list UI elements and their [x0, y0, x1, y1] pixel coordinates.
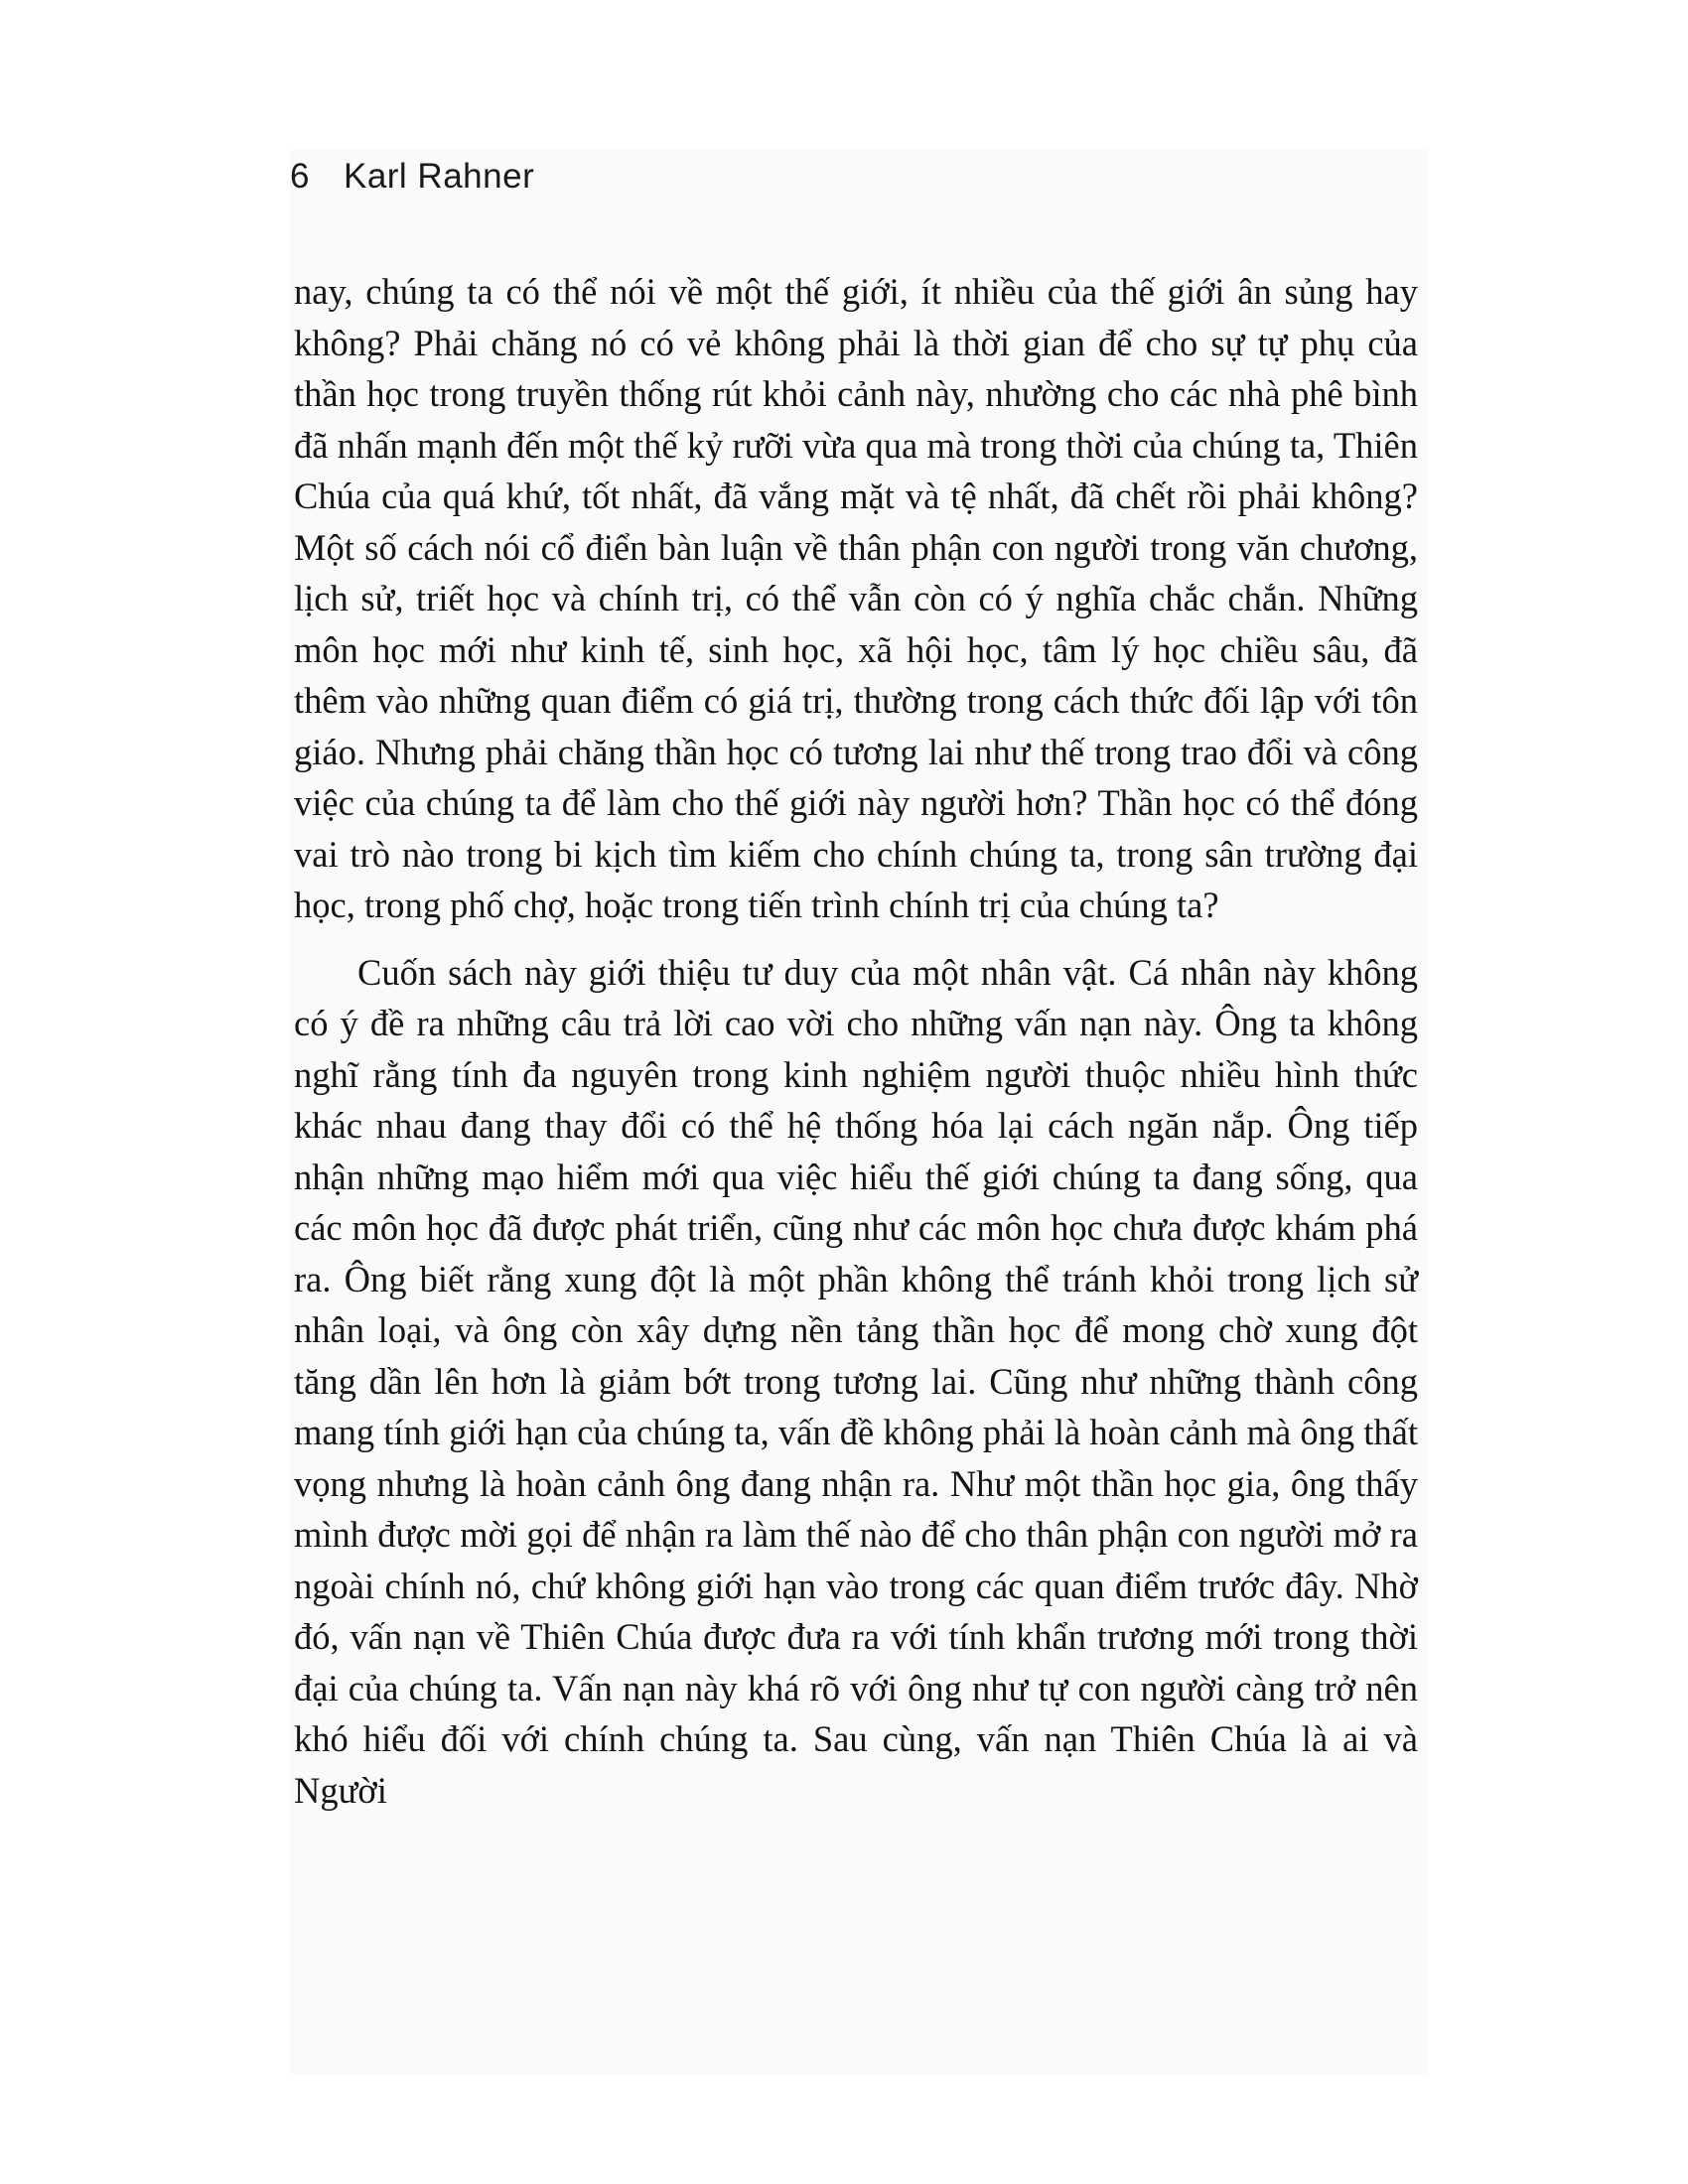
running-header	[290, 157, 534, 197]
body-text	[294, 266, 1418, 1816]
page-number: 6	[290, 157, 310, 196]
paragraph-continued: nay, chúng ta có thể nói về một thế giới, ít nhiều của thế giới ân sủng hay không? Phải chăng nó có vẻ không phải là thời gian để cho sự tự phụ của thần học trong truyền thống rút khỏi cảnh này, nhường cho các nhà phê bình đã nhấn mạnh đến một thế kỷ rưỡi vừa qua mà trong thời của chúng ta, Thiên Chúa của quá khứ, tốt nhất, đã vắng mặt và tệ nhất, đã chết rồi phải không? Một số cách nói cổ điển bàn luận về thân phận con người trong văn chương, lịch sử, triết học và chính trị, có thể vẫn còn có ý nghĩa chắc chắn. Những môn học mới như kinh tế, sinh học, xã hội học, tâm lý học chiều sâu, đã thêm vào những quan điểm có giá trị, thường trong cách thức đối lập với tôn giáo. Nhưng phải chăng thần học có tương lai như thế trong trao đổi và công việc của chúng ta để làm cho thế giới này người hơn? Thần học có thể đóng vai trò nào trong bi kịch tìm kiếm cho chính chúng ta, trong sân trường đại học, trong phố chợ, hoặc trong tiến trình chính trị của chúng ta?	[294, 271, 1418, 925]
paragraph: Cuốn sách này giới thiệu tư duy của một nhân vật. Cá nhân này không có ý đề ra những câu trả lời cao vời cho những vấn nạn này. Ông ta không nghĩ rằng tính đa nguyên trong kinh nghiệm người thuộc nhiều hình thức khác nhau đang thay đổi có thể hệ thống hóa lại cách ngăn nắp. Ông tiếp nhận những mạo hiểm mới qua việc hiểu thế giới chúng ta đang sống, qua các môn học đã được phát triển, cũng như các môn học chưa được khám phá ra. Ông biết rằng xung đột là một phần không thể tránh khỏi trong lịch sử nhân loại, và ông còn xây dựng nền tảng thần học để mong chờ xung đột tăng dần lên hơn là giảm bớt trong tương lai. Cũng như những thành công mang tính giới hạn của chúng ta, vấn đề không phải là hoàn cảnh mà ông thất vọng nhưng là hoàn cảnh ông đang nhận ra. Như một thần học gia, ông thấy mình được mời gọi để nhận ra làm thế nào để cho thân phận con người mở ra ngoài chính nó, chứ không giới hạn vào trong các quan điểm trước đây. Nhờ đó, vấn nạn về Thiên Chúa được đưa ra với tính khẩn trương mới trong thời đại của chúng ta. Vấn nạn này khá rõ với ông như tự con người càng trở nên khó hiểu đối với chính chúng ta. Sau cùng, vấn nạn Thiên Chúa là ai và Người	[294, 951, 1418, 1811]
running-header-author: Karl Rahner	[343, 157, 535, 196]
